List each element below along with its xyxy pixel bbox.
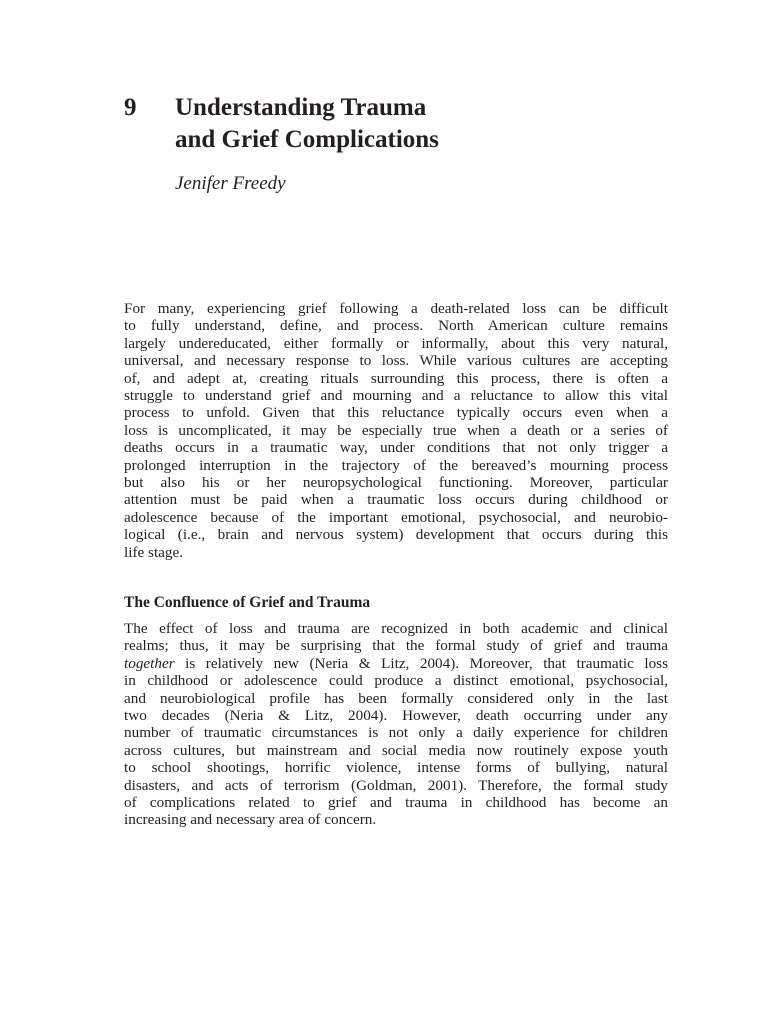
chapter-title [175, 92, 439, 156]
paragraph-line: to fully understand, define, and process. North American culture remains [124, 317, 668, 335]
emphasis-text: together [124, 654, 175, 672]
paragraph-line: disasters, and acts of terrorism (Goldman, 2001). Therefore, the formal study [124, 776, 668, 794]
paragraph-line: process to unfold. Given that this reluctance typically occurs even when a [124, 404, 668, 422]
chapter-number: 9 [124, 94, 137, 121]
section-paragraph [124, 620, 668, 829]
paragraph-line-text: is relatively new (Neria & Litz, 2004). Moreover, that traumatic loss [174, 654, 668, 672]
section-heading: The Confluence of Grief and Trauma [124, 594, 371, 611]
paragraph-line: largely undereducated, either formally or informally, about this very natural, [124, 334, 668, 352]
paragraph-line: loss is uncomplicated, it may be especially true when a death or a series of [124, 421, 668, 439]
paragraph-line: across cultures, but mainstream and social media now routinely expose youth [124, 741, 668, 759]
paragraph-line: logical (i.e., brain and nervous system) development that occurs during this [124, 526, 668, 544]
paragraph-line: universal, and necessary response to loss. While various cultures are accepting [124, 352, 668, 370]
paragraph-line: The effect of loss and trauma are recognized in both academic and clinical [124, 620, 668, 637]
paragraph-line: struggle to understand grief and mourning and a reluctance to allow this vital [124, 387, 668, 405]
paragraph-line: but also his or her neuropsychological functioning. Moreover, particular [124, 474, 668, 492]
paragraph-line: For many, experiencing grief following a death-related loss can be difficult [124, 300, 668, 317]
paragraph-line: adolescence because of the important emotional, psychosocial, and neurobio- [124, 508, 668, 526]
paragraph-line [124, 655, 668, 672]
chapter-title-line-1: Understanding Trauma [175, 94, 427, 121]
author-name: Jenifer Freedy [175, 173, 286, 194]
paragraph-line: life stage. [124, 543, 184, 561]
paragraph-line: of complications related to grief and trauma in childhood has become an [124, 794, 668, 812]
paragraph-line: realms; thus, it may be surprising that the formal study of grief and trauma [124, 637, 668, 655]
paragraph-line: in childhood or adolescence could produce a distinct emotional, psychosocial, [124, 672, 668, 690]
paragraph-line: two decades (Neria & Litz, 2004). However, death occurring under any [124, 707, 668, 725]
chapter-title-line-2: and Grief Complications [175, 126, 439, 153]
paragraph-line: increasing and necessary area of concern. [124, 811, 377, 829]
paragraph-line: attention must be paid when a traumatic loss occurs during childhood or [124, 491, 668, 509]
paragraph-line: and neurobiological profile has been formally considered only in the last [124, 689, 668, 707]
paragraph-line: deaths occurs in a traumatic way, under conditions that not only trigger a [124, 439, 668, 457]
intro-paragraph [124, 300, 668, 561]
paragraph-line: of, and adept at, creating rituals surrounding this process, there is often a [124, 369, 668, 387]
chapter-heading [124, 92, 684, 156]
paragraph-line: to school shootings, horrific violence, intense forms of bullying, natural [124, 759, 668, 777]
paragraph-line: number of traumatic circumstances is not only a daily experience for children [124, 724, 668, 742]
paragraph-line: prolonged interruption in the trajectory of the bereaved’s mourning process [124, 456, 668, 474]
